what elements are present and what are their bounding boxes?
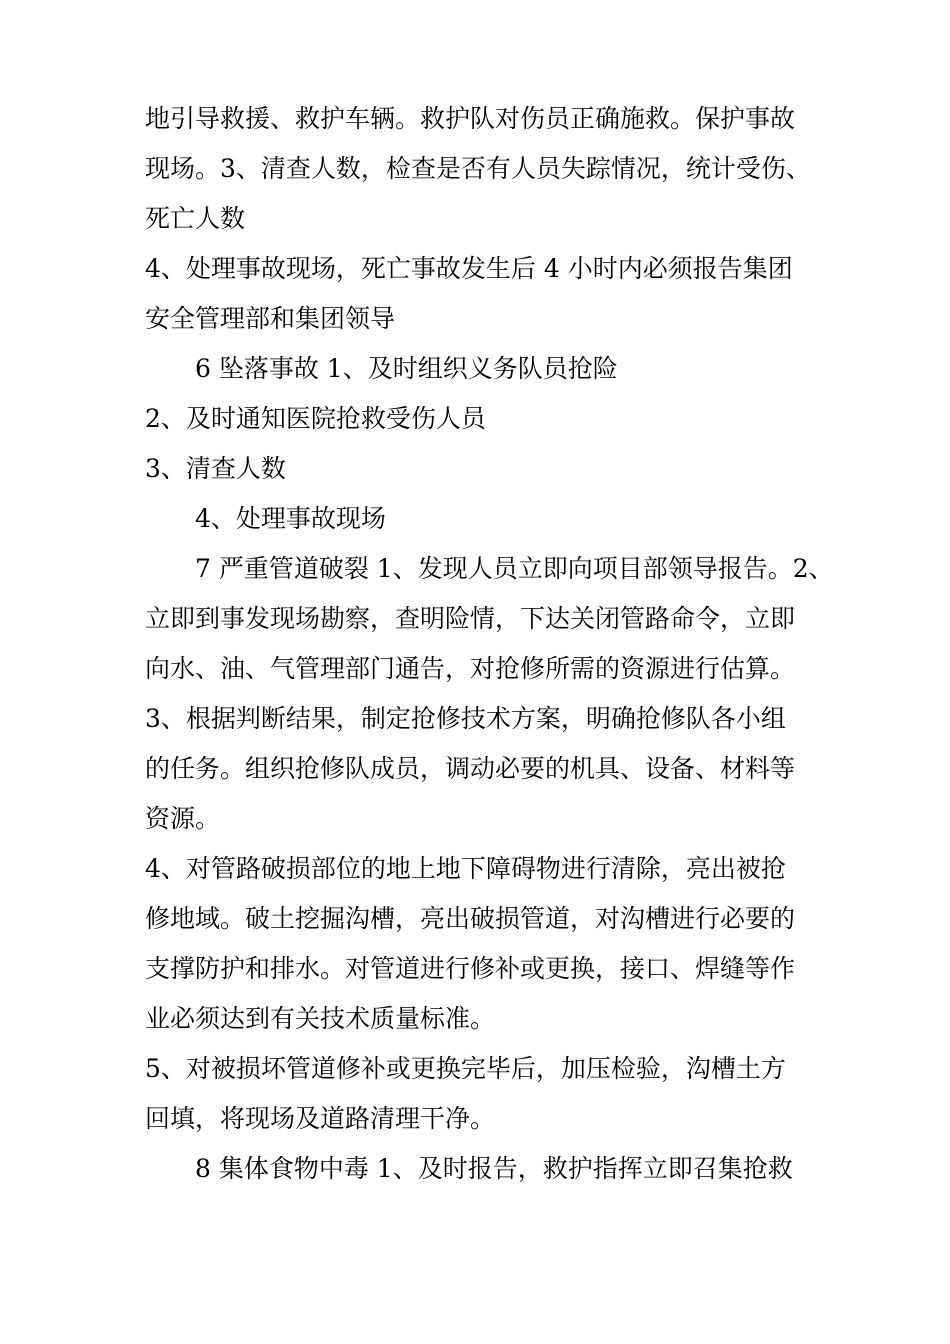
text-line: 安全管理部和集团领导 xyxy=(145,304,396,333)
section-heading-line: 6 坠落事故 1、及时组织义务队员抢险 xyxy=(195,354,618,383)
text-line: 5、对被损坏管道修补或更换完毕后，加压检验，沟槽土方 xyxy=(145,1054,786,1083)
text-line: 支撑防护和排水。对管道进行修补或更换，接口、焊缝等作 xyxy=(145,954,796,983)
text-line: 的任务。组织抢修队成员，调动必要的机具、设备、材料等 xyxy=(145,754,796,783)
text-line: 修地域。破土挖掘沟槽，亮出破损管道，对沟槽进行必要的 xyxy=(145,904,796,933)
text-line: 立即到事发现场勘察，查明险情，下达关闭管路命令，立即 xyxy=(145,604,796,633)
text-line: 死亡人数 xyxy=(145,204,246,233)
text-line: 2、及时通知医院抢救受伤人员 xyxy=(145,404,486,433)
text-line: 4、处理事故现场，死亡事故发生后 4 小时内必须报告集团 xyxy=(145,254,793,283)
text-line: 资源。 xyxy=(145,804,221,833)
text-line: 向水、油、气管理部门通告，对抢修所需的资源进行估算。 xyxy=(145,654,796,683)
text-line: 业必须达到有关技术质量标准。 xyxy=(145,1004,496,1033)
text-line: 现场。3、清查人数，检查是否有人员失踪情况，统计受伤、 xyxy=(145,154,811,183)
text-line: 3、清查人数 xyxy=(145,454,286,483)
text-line: 4、对管路破损部位的地上地下障碍物进行清除，亮出被抢 xyxy=(145,854,786,883)
text-line: 回填，将现场及道路清理干净。 xyxy=(145,1104,496,1133)
text-line: 地引导救援、救护车辆。救护队对伤员正确施救。保护事故 xyxy=(145,104,796,133)
section-heading-line: 7 严重管道破裂 1、发现人员立即向项目部领导报告。2、 xyxy=(195,554,834,583)
text-line: 3、根据判断结果，制定抢修技术方案，明确抢修队各小组 xyxy=(145,704,786,733)
section-heading-line: 8 集体食物中毒 1、及时报告，救护指挥立即召集抢救 xyxy=(195,1154,793,1183)
document-body xyxy=(145,94,834,1194)
text-line: 4、处理事故现场 xyxy=(195,504,386,533)
